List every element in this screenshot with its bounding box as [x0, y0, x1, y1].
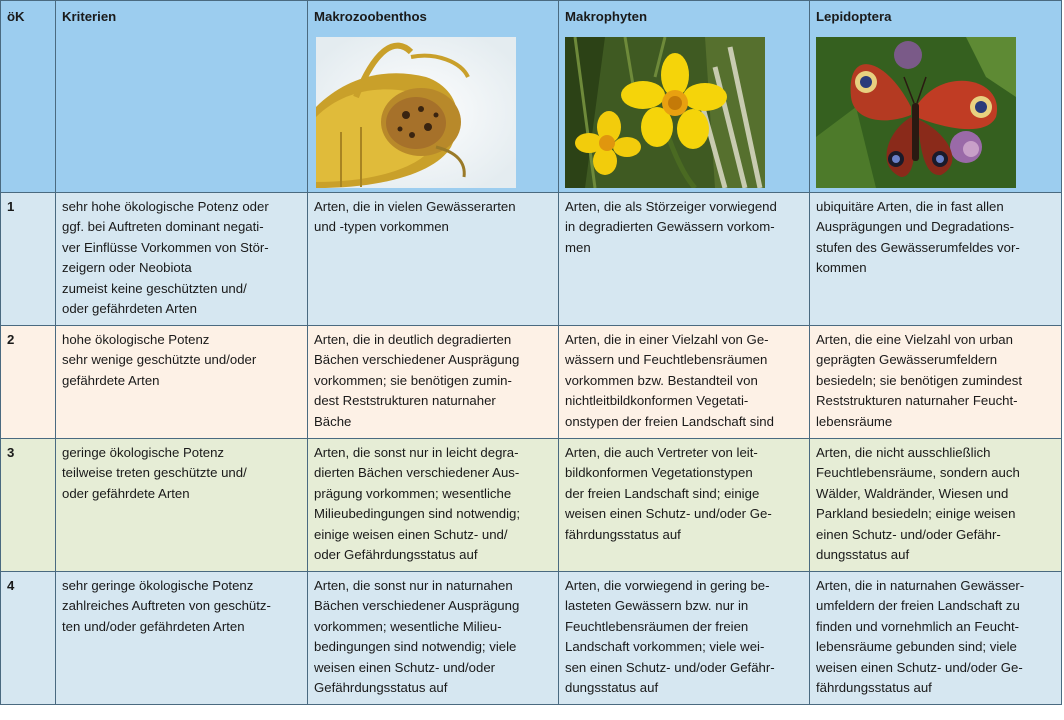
header-lepidoptera-label: Lepidoptera: [816, 9, 892, 24]
header-ok: öK: [1, 1, 56, 193]
kriterien-cell: sehr hohe ökologische Potenz oder ggf. bei Auftreten dominant negati- ver Einflüsse Vorkommen von Stör- zeigern oder Neobiota zumeist keine geschützten und/ oder gefährdeten Arten: [56, 192, 308, 325]
header-row: [1, 1, 1062, 193]
butterfly-photo: [816, 37, 1016, 188]
lepidoptera-cell: Arten, die nicht ausschließlich Feuchtlebensräume, sondern auch Wälder, Waldränder, Wiesen und Parkland besiedeln; einige weisen einen Schutz- und/oder Gefähr- dungsstatus auf: [810, 438, 1062, 571]
lepidoptera-cell: ubiquitäre Arten, die in fast allen Ausprägungen und Degradations- stufen des Gewässerumfeldes vor- kommen: [810, 192, 1062, 325]
header-makrozoobenthos: [308, 1, 559, 193]
larva-photo: [316, 37, 516, 188]
ok-level-cell: 1: [1, 192, 56, 325]
kriterien-cell: geringe ökologische Potenz teilweise treten geschützte und/ oder gefährdete Arten: [56, 438, 308, 571]
makrophyten-cell: Arten, die auch Vertreter von leit- bildkonformen Vegetationstypen der freien Landschaft sind; einige weisen einen Schutz- und/oder Ge- fährdungsstatus auf: [559, 438, 810, 571]
lepidoptera-cell: Arten, die eine Vielzahl von urban geprägten Gewässerumfeldern besiedeln; sie benötigen zumindest Reststrukturen naturnaher Feucht- lebensräume: [810, 325, 1062, 438]
lepidoptera-cell: Arten, die in naturnahen Gewässer- umfeldern der freien Landschaft zu finden und vornehmlich an Feucht- lebensräume gebunden sind; viele weisen einen Schutz- und/oder Ge- fährdungsstatus auf: [810, 571, 1062, 704]
yellow-flower-photo: [565, 37, 765, 188]
table-row: [1, 192, 1062, 325]
makrozoobenthos-cell: Arten, die sonst nur in leicht degra- dierten Bächen verschiedener Aus- prägung vorkommen; wesentliche Milieubedingungen sind notwendig; einige weisen einen Schutz- und/ oder Gefährdungsstatus auf: [308, 438, 559, 571]
ok-level-cell: 4: [1, 571, 56, 704]
makrozoobenthos-cell: Arten, die sonst nur in naturnahen Bächen verschiedener Ausprägung vorkommen; wesentliche Milieu- bedingungen sind notwendig; viele weisen einen Schutz- und/oder Gefährdungsstatus auf: [308, 571, 559, 704]
makrophyten-cell: Arten, die vorwiegend in gering be- lasteten Gewässern bzw. nur in Feuchtlebensräumen der freien Landschaft vorkommen; viele wei- sen einen Schutz- und/oder Gefähr- dungsstatus auf: [559, 571, 810, 704]
kriterien-cell: sehr geringe ökologische Potenz zahlreiches Auftreten von geschütz- ten und/oder gefährdeten Arten: [56, 571, 308, 704]
makrophyten-cell: Arten, die in einer Vielzahl von Ge- wässern und Feuchtlebensräumen vorkommen bzw. Bestandteil von nichtleitbildkonformen Vegetati- onstypen der freien Landschaft sind: [559, 325, 810, 438]
table-row: [1, 571, 1062, 704]
header-makrozoobenthos-label: Makrozoobenthos: [314, 9, 427, 24]
header-makrophyten-label: Makrophyten: [565, 9, 648, 24]
ok-level-cell: 3: [1, 438, 56, 571]
header-lepidoptera: [810, 1, 1062, 193]
makrozoobenthos-cell: Arten, die in vielen Gewässerarten und -typen vorkommen: [308, 192, 559, 325]
table-row: [1, 325, 1062, 438]
kriterien-cell: hohe ökologische Potenz sehr wenige geschützte und/oder gefährdete Arten: [56, 325, 308, 438]
ok-level-cell: 2: [1, 325, 56, 438]
header-makrophyten: [559, 1, 810, 193]
table-row: [1, 438, 1062, 571]
makrozoobenthos-cell: Arten, die in deutlich degradierten Bächen verschiedener Ausprägung vorkommen; sie benötigen zumin- dest Reststrukturen naturnaher Bäche: [308, 325, 559, 438]
makrophyten-cell: Arten, die als Störzeiger vorwiegend in degradierten Gewässern vorkom- men: [559, 192, 810, 325]
header-kriterien: Kriterien: [56, 1, 308, 193]
